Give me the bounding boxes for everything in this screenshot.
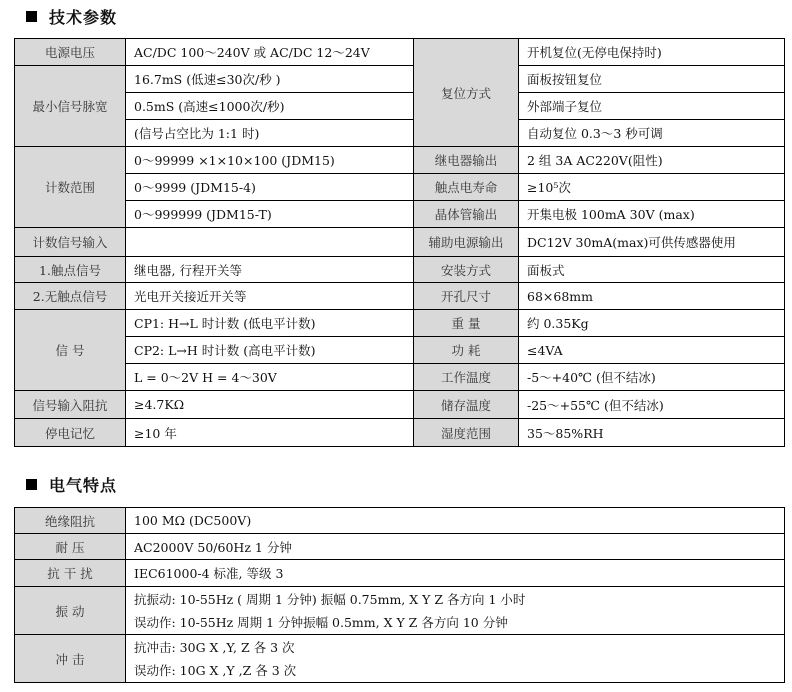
table-row xyxy=(15,364,785,391)
table-row xyxy=(15,201,785,228)
param-value: ≥10 年 xyxy=(126,419,414,447)
table-row xyxy=(15,39,785,66)
param-label: 湿度范围 xyxy=(414,419,519,447)
table-row xyxy=(15,391,785,419)
param-label: 功 耗 xyxy=(414,337,519,364)
param-label: 信 号 xyxy=(15,310,126,391)
param-label: 1.触点信号 xyxy=(15,257,126,283)
param-value: 16.7mS (低速≤30次/秒 ) xyxy=(126,66,414,93)
param-value: 面板式 xyxy=(519,257,785,283)
param-label: 2.无触点信号 xyxy=(15,283,126,310)
param-value: ≥4.7KΩ xyxy=(126,391,414,419)
table-row xyxy=(15,66,785,93)
table-row xyxy=(15,147,785,174)
table-row xyxy=(15,283,785,310)
table-row xyxy=(15,337,785,364)
param-value: 光电开关接近开关等 xyxy=(126,283,414,310)
param-value: -5～+40℃ (但不结冰) xyxy=(519,364,785,391)
param-label: 耐 压 xyxy=(15,534,126,560)
param-value: 2 组 3A AC220V(阻性) xyxy=(519,147,785,174)
param-value: 误动作: 10G X ,Y ,Z 各 3 次 xyxy=(126,659,785,683)
square-bullet-icon xyxy=(26,479,37,490)
param-value: 抗振动: 10-55Hz ( 周期 1 分钟) 振幅 0.75mm, X Y Z 各方向 1 小时 xyxy=(126,587,785,611)
table-row xyxy=(15,659,785,683)
param-value: 68×68mm xyxy=(519,283,785,310)
param-value: AC/DC 100～240V 或 AC/DC 12～24V xyxy=(126,39,414,66)
tech-params-table xyxy=(14,38,785,447)
param-value: IEC61000-4 标准, 等级 3 xyxy=(126,560,785,587)
square-bullet-icon xyxy=(26,11,37,22)
section-title-electrical xyxy=(26,473,117,496)
section-title-text: 技术参数 xyxy=(49,8,118,27)
table-row xyxy=(15,635,785,659)
param-value: DC12V 30mA(max)可供传感器使用 xyxy=(519,228,785,257)
param-value: 开机复位(无停电保持时) xyxy=(519,39,785,66)
param-value: 自动复位 0.3～3 秒可调 xyxy=(519,120,785,147)
param-value: ≥10⁵次 xyxy=(519,174,785,201)
param-value: ≤4VA xyxy=(519,337,785,364)
table-row xyxy=(15,93,785,120)
param-label: 复位方式 xyxy=(414,39,519,147)
param-value: CP1: H→L 时计数 (低电平计数) xyxy=(126,310,414,337)
param-label: 晶体管输出 xyxy=(414,201,519,228)
table-row xyxy=(15,228,785,257)
param-label: 振 动 xyxy=(15,587,126,635)
param-label: 计数范围 xyxy=(15,147,126,228)
table-row xyxy=(15,611,785,635)
param-value: 约 0.35Kg xyxy=(519,310,785,337)
param-label: 停电记忆 xyxy=(15,419,126,447)
param-label: 继电器输出 xyxy=(414,147,519,174)
param-label: 储存温度 xyxy=(414,391,519,419)
param-value: -25～+55℃ (但不结冰) xyxy=(519,391,785,419)
param-value: 100 MΩ (DC500V) xyxy=(126,508,785,534)
param-value: AC2000V 50/60Hz 1 分钟 xyxy=(126,534,785,560)
table-row xyxy=(15,120,785,147)
param-value: 开集电极 100mA 30V (max) xyxy=(519,201,785,228)
param-label: 工作温度 xyxy=(414,364,519,391)
table-row xyxy=(15,257,785,283)
param-label: 辅助电源输出 xyxy=(414,228,519,257)
param-value: 误动作: 10-55Hz 周期 1 分钟振幅 0.5mm, X Y Z 各方向 10 分钟 xyxy=(126,611,785,635)
param-label: 电源电压 xyxy=(15,39,126,66)
param-label: 抗 干 扰 xyxy=(15,560,126,587)
param-label: 触点电寿命 xyxy=(414,174,519,201)
param-label: 冲 击 xyxy=(15,635,126,683)
param-value: L = 0～2V H = 4～30V xyxy=(126,364,414,391)
table-row xyxy=(15,587,785,611)
param-value: 继电器, 行程开关等 xyxy=(126,257,414,283)
param-value: 0～999999 (JDM15-T) xyxy=(126,201,414,228)
table-row xyxy=(15,534,785,560)
param-value: 0～99999 ×1×10×100 (JDM15) xyxy=(126,147,414,174)
param-value: 0～9999 (JDM15-4) xyxy=(126,174,414,201)
param-value: CP2: L→H 时计数 (高电平计数) xyxy=(126,337,414,364)
param-value: 外部端子复位 xyxy=(519,93,785,120)
param-label: 最小信号脉宽 xyxy=(15,66,126,147)
param-value: 抗冲击: 30G X ,Y, Z 各 3 次 xyxy=(126,635,785,659)
param-label: 重 量 xyxy=(414,310,519,337)
param-label: 计数信号输入 xyxy=(15,228,126,257)
section-title-tech-params xyxy=(26,5,117,28)
table-row xyxy=(15,174,785,201)
param-value: 35～85%RH xyxy=(519,419,785,447)
table-row xyxy=(15,508,785,534)
param-label: 开孔尺寸 xyxy=(414,283,519,310)
param-label: 绝缘阻抗 xyxy=(15,508,126,534)
param-value: 0.5mS (高速≤1000次/秒) xyxy=(126,93,414,120)
param-value: 面板按钮复位 xyxy=(519,66,785,93)
electrical-table xyxy=(14,507,785,683)
param-value xyxy=(126,228,414,257)
table-row xyxy=(15,310,785,337)
section-title-text: 电气特点 xyxy=(49,476,118,495)
param-label: 信号输入阻抗 xyxy=(15,391,126,419)
param-value: (信号占空比为 1:1 时) xyxy=(126,120,414,147)
table-row xyxy=(15,419,785,447)
table-row xyxy=(15,560,785,587)
param-label: 安装方式 xyxy=(414,257,519,283)
